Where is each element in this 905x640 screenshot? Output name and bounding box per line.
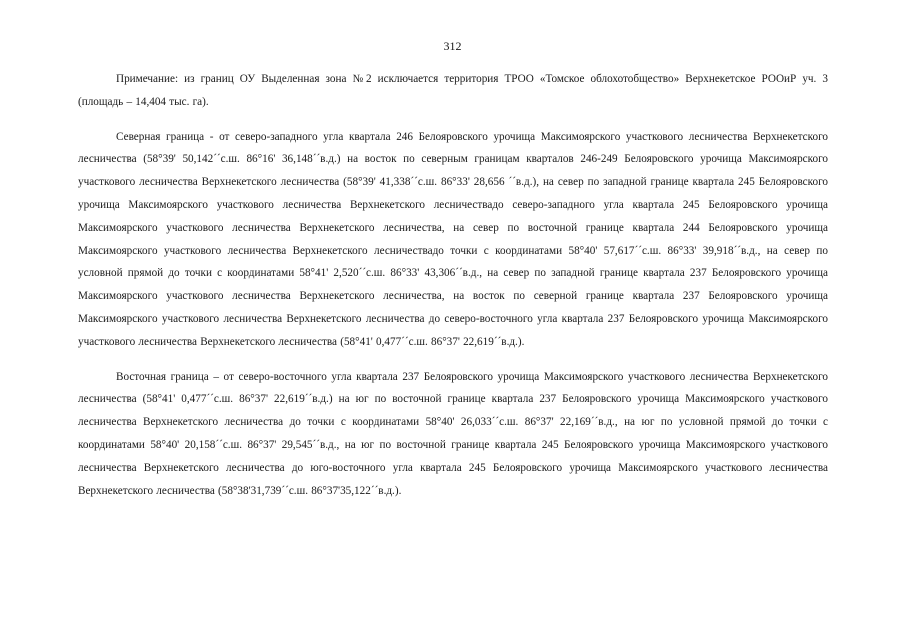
document-body	[78, 68, 828, 516]
note-paragraph: Примечание: из границ ОУ Выделенная зона №2 исключается территория ТРОО «Томское облохотобщество» Верхнекетское РООиР уч. 3 (площадь – 14,404 тыс. га).	[78, 73, 828, 108]
northern-border-paragraph: Северная граница - от северо-западного угла квартала 246 Белояровского урочища Максимоярского участкового лесничества Верхнекетского лесничества (58°39' 50,142´´с.ш. 86°16' 36,148´´в.д.) на восток по северным границам кварталов 246-249 Белояровского урочища Максимоярского участкового лесничества Верхнекетского лесничества (58°39' 41,338´´с.ш. 86°33' 28,656 ´´в.д.), на север по западной границе квартала 245 Белояровского урочища Максимоярского участкового лесничества Верхнекетского лесничествадо северо-западного угла квартала 245 Белояровского урочища Максимоярского участкового лесничества Верхнекетского лесничества, на север по восточной границе квартала 244 Белояровского урочища Максимоярского участкового лесничества Верхнекетского лесничествадо точки с координатами 58°40' 57,617´´с.ш. 86°33' 39,918´´в.д., на север по условной прямой до точки с координатами 58°41' 2,520´´с.ш. 86°33' 43,306´´в.д., на север по западной границе квартала 237 Белояровского урочища Максимоярского участкового лесничества Верхнекетского лесничества, на восток по северной границе квартала 237 Белояровского урочища Максимоярского участкового лесничества Верхнекетского лесничества до северо-восточного угла квартала 237 Белояровского урочища Максимоярского участкового лесничества Верхнекетского лесничества (58°41' 0,477´´с.ш. 86°37' 22,619´´в.д.).	[78, 130, 828, 348]
page-number: 312	[443, 39, 462, 53]
eastern-border-paragraph: Восточная граница – от северо-восточного угла квартала 237 Белояровского урочища Максимоярского участкового лесничества Верхнекетского лесничества (58°41' 0,477´´с.ш. 86°37' 22,619´´в.д.) на юг по восточной границе квартала 237 Белояровского урочища Максимоярского участкового лесничества Верхнекетского лесничества до точки с координатами 58°40' 26,033´´с.ш. 86°37' 22,169´´в.д., на юг по условной прямой до точки с координатами 58°40' 20,158´´с.ш. 86°37' 29,545´´в.д., на юг по восточной границе квартала 245 Белояровского урочища Максимоярского участкового лесничества Верхнекетского лесничества до юго-восточного угла квартала 245 Белояровского урочища Максимоярского участкового лесничества Верхнекетского лесничества (58°38'31,739´´с.ш. 86°37'35,122´´в.д.).	[78, 370, 828, 497]
